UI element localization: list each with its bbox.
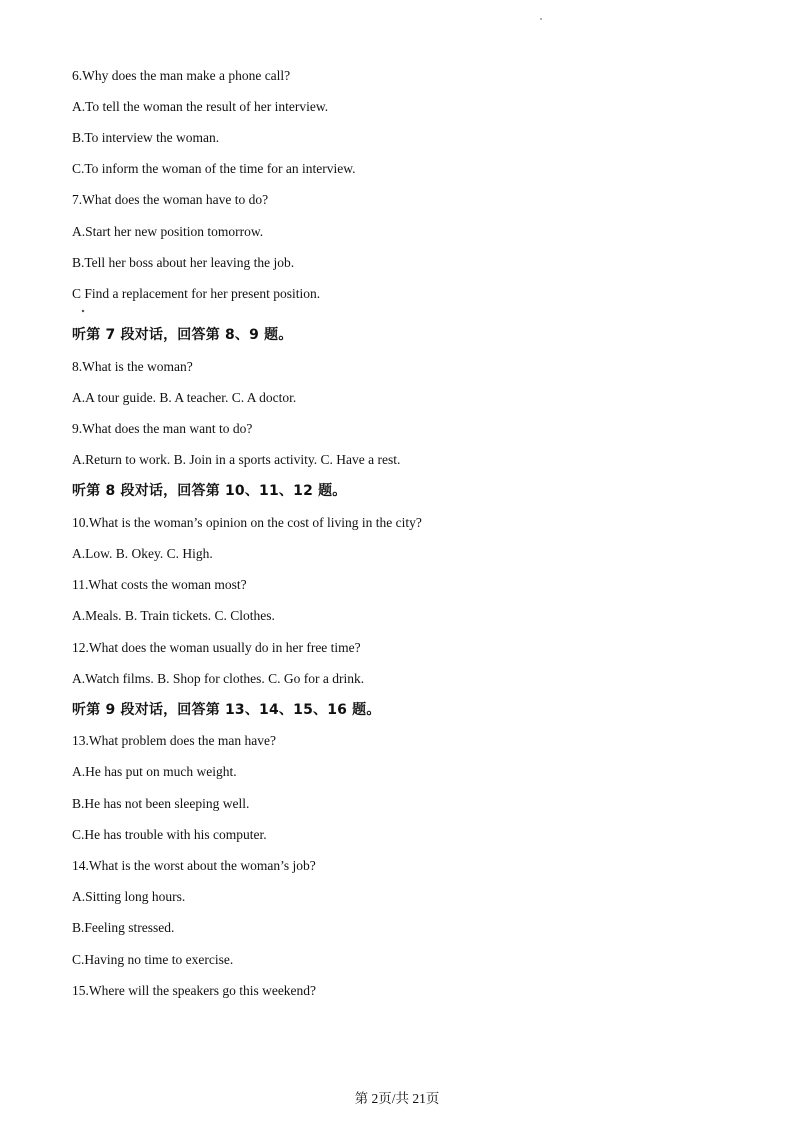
question-14: 14.What is the worst about the woman’s job? [72, 858, 316, 873]
question-7: 7.What does the woman have to do? [72, 192, 269, 207]
section-heading-8: 听第 8 段对话，回答第 10、11、12 题。 [72, 483, 347, 499]
option-7c: C Find a replacement for her present position. [72, 286, 321, 301]
options-12: A.Watch films. B. Shop for clothes. C. Go for a drink. [72, 671, 365, 686]
question-15: 15.Where will the speakers go this weekend? [72, 983, 317, 998]
option-13a: A.He has put on much weight. [72, 764, 237, 779]
option-14a: A.Sitting long hours. [72, 889, 186, 904]
option-14c: C.Having no time to exercise. [72, 952, 234, 967]
options-11: A.Meals. B. Train tickets. C. Clothes. [72, 608, 275, 623]
section-heading-7: 听第 7 段对话，回答第 8、9 题。 [72, 327, 293, 343]
question-13: 13.What problem does the man have? [72, 733, 276, 748]
option-13c: C.He has trouble with his computer. [72, 827, 267, 842]
scan-mark [82, 310, 85, 313]
option-6b: B.To interview the woman. [72, 130, 220, 145]
question-6: 6.Why does the man make a phone call? [72, 68, 291, 83]
option-7a: A.Start her new position tomorrow. [72, 224, 264, 239]
question-10: 10.What is the woman’s opinion on the cost of living in the city? [72, 515, 422, 530]
question-9: 9.What does the man want to do? [72, 421, 253, 436]
option-6a: A.To tell the woman the result of her interview. [72, 99, 329, 114]
section-heading-9: 听第 9 段对话，回答第 13、14、15、16 题。 [72, 702, 381, 718]
options-8: A.A tour guide. B. A teacher. C. A doctor. [72, 390, 297, 405]
page-footer: 第 2页/共 21页 [354, 1091, 440, 1106]
question-8: 8.What is the woman? [72, 359, 193, 374]
option-7b: B.Tell her boss about her leaving the job. [72, 255, 295, 270]
question-11: 11.What costs the woman most? [72, 577, 247, 592]
option-6c: C.To inform the woman of the time for an interview. [72, 161, 356, 176]
question-12: 12.What does the woman usually do in her free time? [72, 640, 361, 655]
options-9: A.Return to work. B. Join in a sports activity. C. Have a rest. [72, 452, 401, 467]
scan-speck [540, 18, 542, 20]
option-13b: B.He has not been sleeping well. [72, 796, 250, 811]
option-14b: B.Feeling stressed. [72, 920, 175, 935]
options-10: A.Low. B. Okey. C. High. [72, 546, 213, 561]
